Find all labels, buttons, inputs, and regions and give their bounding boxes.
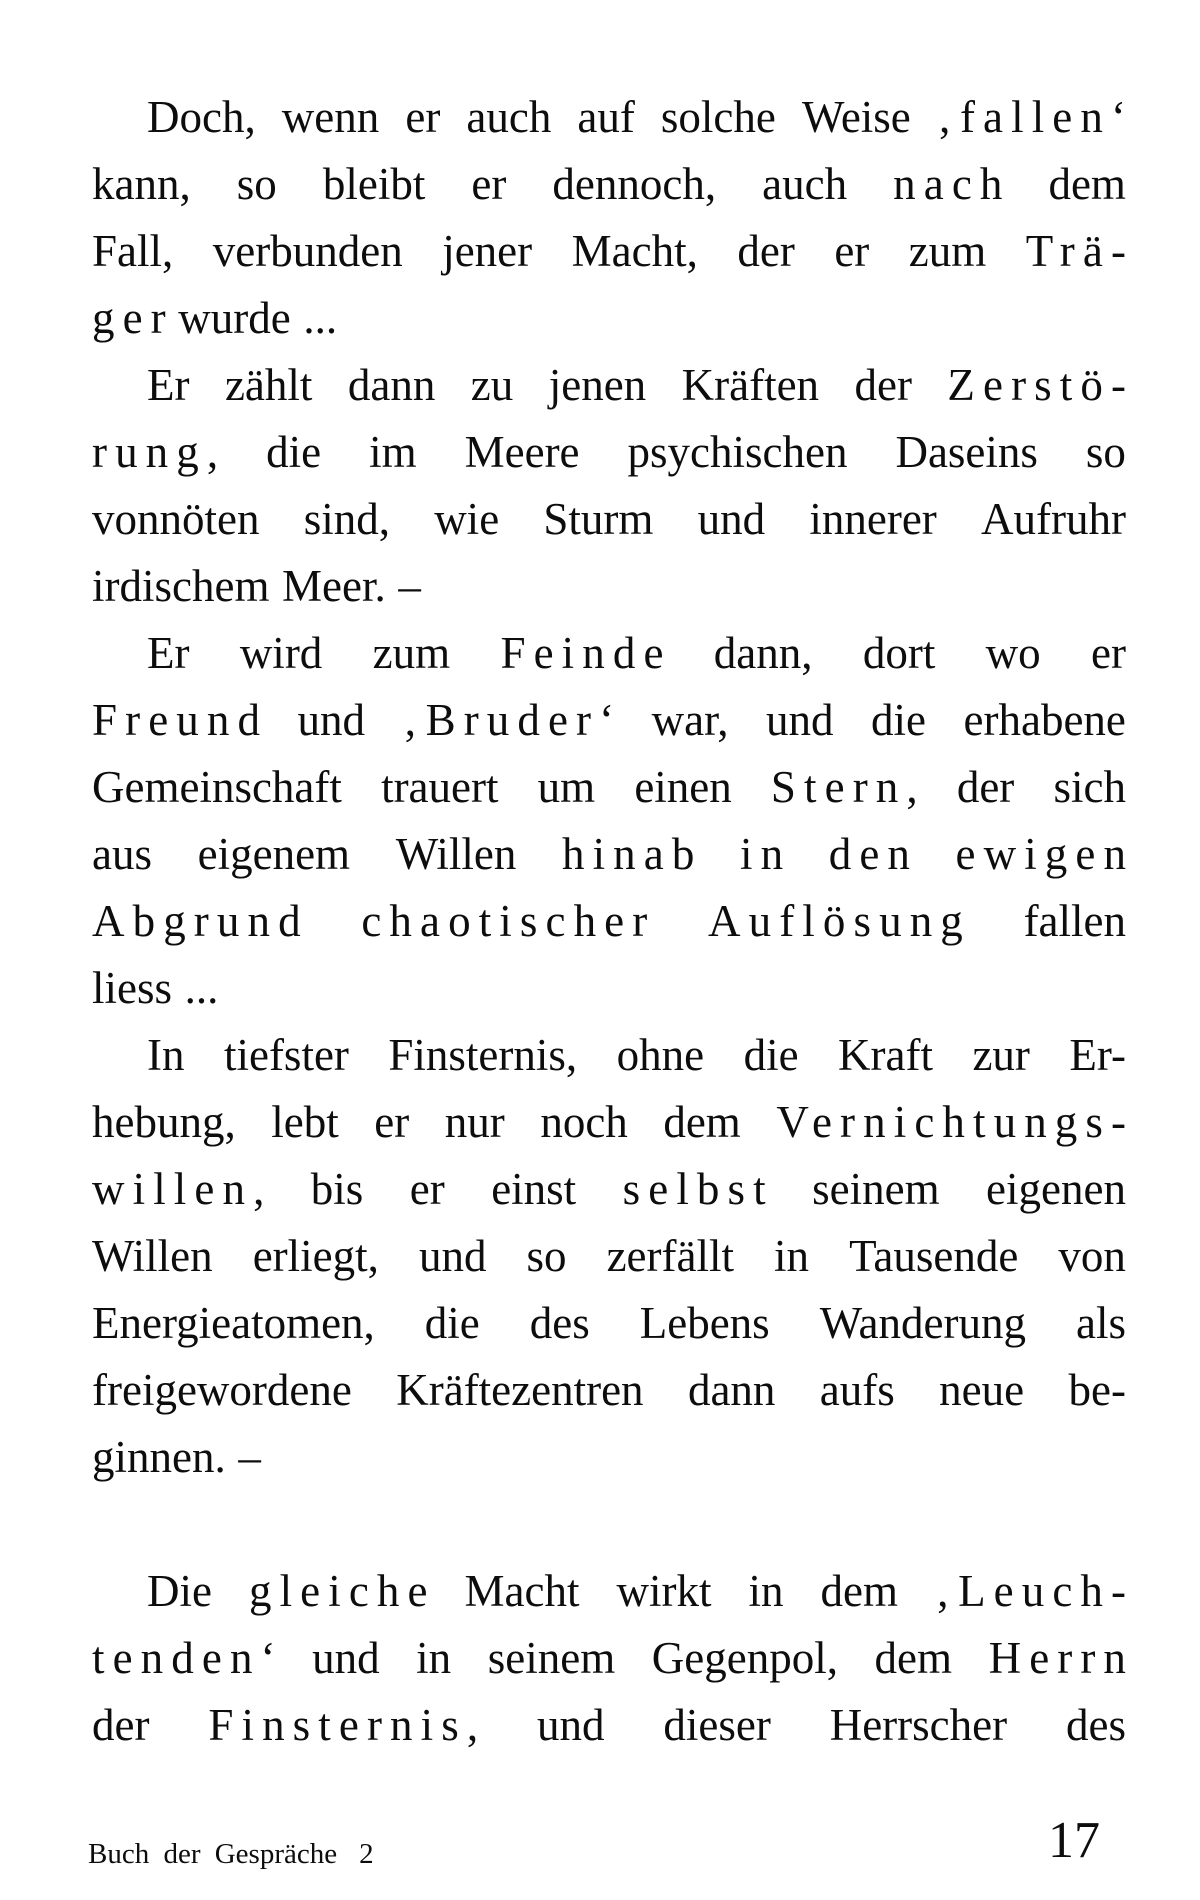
word: ... [184,963,219,1013]
word: Vernichtungs- [776,1097,1135,1147]
word: – [398,561,421,611]
word: ... [303,293,338,343]
text-line [92,821,1135,888]
word: jenen [548,360,647,410]
word: zum [372,628,451,678]
word: Sturm [543,494,654,544]
footer-signature-number: 2 [359,1838,374,1870]
word: der [854,360,912,410]
word: so [1085,427,1126,477]
word: willen, [92,1164,273,1214]
word: ewigen [955,829,1135,879]
text-line [92,218,1135,285]
word: der [956,762,1015,812]
word: Macht, [571,226,698,276]
word: innerer [809,494,937,544]
word: und [297,695,365,745]
word: wie [434,494,500,544]
word: und [418,1231,487,1281]
word: Zerstö- [947,360,1135,410]
word: ‚Leuch- [934,1566,1135,1616]
word: im [369,427,417,477]
word: dem [874,1633,953,1683]
text-line [92,419,1126,486]
word: Abgrund [92,896,309,946]
word: wenn [281,92,380,142]
word: auch [466,92,552,142]
footer-signature [88,1838,374,1871]
word: in [416,1633,452,1683]
word: Weise [801,92,911,142]
word: die [266,427,322,477]
word: in [739,829,792,879]
word: die [743,1030,799,1080]
word: um [537,762,596,812]
word: Er [147,628,190,678]
text-line [92,1223,1126,1290]
footer-signature-text: Buch der Gespräche [88,1838,338,1870]
text-line [92,486,1126,553]
word: gleiche [248,1566,436,1616]
paragraph-block [92,84,1135,1491]
text-line [92,888,1126,955]
word: neue [939,1365,1025,1415]
text-line [92,1290,1126,1357]
word: zerfällt [606,1231,734,1281]
word: dem [820,1566,898,1616]
word: dann [347,360,436,410]
word: die [871,695,927,745]
word: hinab [561,829,703,879]
word: ‚fallen‘ [936,92,1135,142]
word: wurde [178,293,291,343]
word: dieser [663,1700,771,1750]
word: Doch, [147,92,256,142]
word: Lebens [639,1298,770,1348]
word: chaotischer [361,896,656,946]
word: Tausende [849,1231,1019,1281]
word: den [828,829,918,879]
word: des [1065,1700,1126,1750]
word: von [1058,1231,1126,1281]
word: erhabene [963,695,1126,745]
word: Energieatomen, [92,1298,375,1348]
word: dann [687,1365,776,1415]
word: selbst [622,1164,774,1214]
word: noch [540,1097,628,1147]
text-line [92,687,1126,754]
word: so [526,1231,567,1281]
word: Kräften [681,360,820,410]
word: Auflösung [708,896,971,946]
word: trauert [381,762,499,812]
word: Macht [464,1566,580,1616]
word: Kräftezentren [396,1365,644,1415]
word: kann, [92,159,191,209]
text-line [92,754,1126,821]
word: seinem [487,1633,616,1683]
word: Meere [464,427,580,477]
word: dort [862,628,936,678]
word: auch [762,159,848,209]
word: in [774,1231,810,1281]
text-line [92,955,1126,1022]
word: Stern, [770,762,926,812]
word: war, [651,695,729,745]
text-line [92,620,1126,687]
word: wird [239,628,323,678]
word: der [737,226,795,276]
word: Freund [92,695,269,745]
word: ohne [616,1030,705,1080]
word: erliegt, [252,1231,379,1281]
word: er [409,1164,445,1214]
word: Herrn [988,1633,1135,1683]
word: hebung, [92,1097,236,1147]
word: die [424,1298,480,1348]
word: dann, [713,628,813,678]
word: eigenen [986,1164,1126,1214]
word: zu [470,360,514,410]
word: Finsternis, [208,1700,487,1750]
word: – [238,1432,261,1482]
text-line [92,1022,1126,1089]
word: freigewordene [92,1365,352,1415]
word: eigenem [197,829,351,879]
word: dem [1048,159,1126,209]
word: bis [310,1164,364,1214]
text-line [92,84,1135,151]
word: so [236,159,277,209]
word: lebt [271,1097,339,1147]
word: Wanderung [819,1298,1026,1348]
word: rung, [92,427,227,477]
word: tiefster [223,1030,349,1080]
word: und [312,1633,380,1683]
word: und [697,494,766,544]
word: ‚Bruder‘ [402,695,623,745]
text-line [92,1625,1135,1692]
word: ger [92,293,174,343]
word: Er- [1069,1030,1126,1080]
word: in [748,1566,784,1616]
word: In [147,1030,185,1080]
text-line [92,352,1135,419]
word: jener [442,226,533,276]
word: Kraft [838,1030,933,1080]
word: zum [908,226,987,276]
word: nur [444,1097,505,1147]
text-blocks [92,84,1135,1759]
word: Fall, [92,226,174,276]
word: einst [491,1164,577,1214]
word: aus [92,829,152,879]
word: er [471,159,507,209]
word: wo [985,628,1041,678]
word: verbunden [212,226,403,276]
word: Gemeinschaft [92,762,342,812]
word: zur [972,1030,1030,1080]
text-line [92,553,1126,620]
word: nach [893,159,1011,209]
word: Aufruhr [981,494,1126,544]
text-line [92,1089,1135,1156]
word: tenden‘ [92,1633,284,1683]
text-line [92,151,1126,218]
word: irdischem [92,561,270,611]
word: Meer. [282,561,386,611]
word: und [766,695,834,745]
word: Willen [92,1231,213,1281]
word: er [1090,628,1126,678]
text-line [92,285,1126,352]
word: Willen [395,829,517,879]
word: einen [634,762,732,812]
word: er [834,226,870,276]
word: ginnen. [92,1432,226,1482]
word: psychischen [627,427,848,477]
word: wirkt [616,1566,712,1616]
word: Finsternis, [388,1030,578,1080]
word: Die [147,1566,212,1616]
text-line [92,1357,1126,1424]
word: seinem [812,1164,940,1214]
word: aufs [819,1365,895,1415]
word: auf [577,92,635,142]
word: sind, [303,494,390,544]
word: als [1075,1298,1126,1348]
text-line [92,1558,1135,1625]
page-number: 17 [1048,1812,1100,1869]
word: Feinde [500,628,672,678]
word: er [405,92,441,142]
word: zählt [224,360,313,410]
word: Trä- [1025,226,1135,276]
word: des [529,1298,590,1348]
word: dennoch, [552,159,717,209]
text-line [92,1692,1126,1759]
word: dem [663,1097,741,1147]
text-line [92,1424,1126,1491]
word: solche [660,92,776,142]
word: und [537,1700,605,1750]
word: Herrscher [829,1700,1008,1750]
paragraph-block [92,1558,1135,1759]
word: bleibt [322,159,426,209]
word: sich [1053,762,1126,812]
word: er [374,1097,410,1147]
word: der [92,1700,150,1750]
word: Gegenpol, [651,1633,838,1683]
word: Er [147,360,190,410]
word: be- [1068,1365,1126,1415]
text-line [92,1156,1126,1223]
word: vonnöten [92,494,260,544]
word: liess [92,963,173,1013]
word: Daseins [895,427,1038,477]
word: fallen [1023,896,1126,946]
